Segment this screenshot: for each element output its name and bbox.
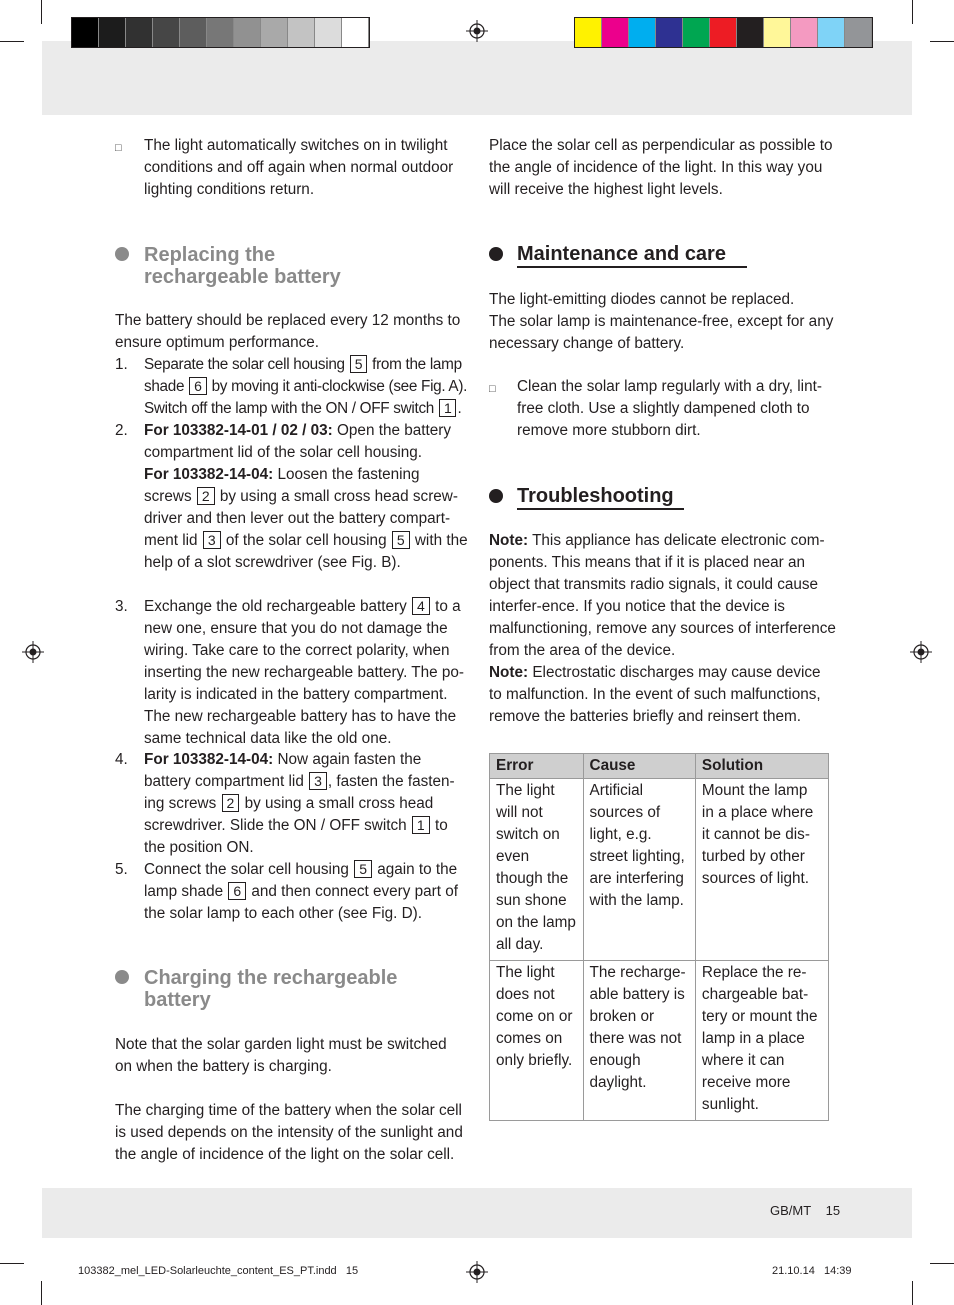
calibration-swatch [99,18,126,47]
page-label: GB/MT 15 [770,1203,841,1218]
crop-mark [41,0,42,24]
step-3: Exchange the old rechargeable battery 4 to a new one, ensure that you do not damage the wiring. Take care to the correct polarity, when inserting the new rechargeable battery. The po-larity is indicated in the battery compartment. The new rechargeable battery has to have the same technical data like the old one. [144,598,465,747]
calibration-swatch [764,18,791,47]
part-label: 2 [222,794,240,812]
part-label: 3 [309,772,327,790]
part-label: 5 [392,531,410,549]
registration-mark-icon [466,1261,488,1283]
color-calibration-bar [574,17,873,48]
heading-underline [517,266,747,268]
step-4: For 103382-14-04: Now again fasten the battery compartment lid 3 , fasten the fasten-ing screws 2 by using a small cross head screwdriver. Slide the ON / OFF switch 1 to the position ON. [144,751,455,856]
step-number: 5. [115,861,128,878]
calibration-swatch [737,18,764,47]
file-name: 103382_mel_LED-Solarleuchte_content_ES_PT.indd 15 [78,1265,359,1277]
table-cell: The recharge-able battery is broken or there was not enough daylight. [583,961,695,1121]
table-cell: The light does not come on or comes on only briefly. [490,961,584,1121]
replacement-steps [115,354,467,934]
calibration-swatch [153,18,180,47]
solar-cell-intro: Place the solar cell as perpendicular as possible to the angle of incidence of the light. In this way you will receive the highest light levels. [489,137,833,198]
table-header: Error [490,754,584,779]
registration-mark-icon [910,641,932,663]
heading-replacing-battery: Replacing the rechargeable battery [144,244,341,288]
part-label: 1 [439,399,457,417]
timestamp: 21.10.14 14:39 [772,1265,852,1277]
part-label: 3 [203,531,221,549]
calibration-swatch [791,18,818,47]
troubleshooting-table [489,753,829,1121]
table-header: Solution [695,754,828,779]
table-header: Cause [583,754,695,779]
part-label: 2 [197,487,215,505]
crop-mark [912,0,913,24]
table-row [490,779,829,961]
calibration-swatch [575,18,602,47]
crop-mark [41,1281,42,1305]
maintenance-bullet: □ Clean the solar lamp regularly with a dry, lint-free cloth. Use a slightly dampened cloth to remove more stubborn dirt. [489,378,822,439]
table-row [490,961,829,1121]
part-label: 1 [412,816,430,834]
calibration-swatch [72,18,99,47]
part-label: 5 [350,355,368,373]
step-number: 2. [115,422,128,439]
calibration-swatch [126,18,153,47]
calibration-swatch [602,18,629,47]
page-number: 15 [825,1203,841,1218]
bullet-text: The light automatically switches on in twilight conditions and off again when normal outdoor lighting conditions return. [144,137,454,198]
step-5: Connect the solar cell housing 5 again to the lamp shade 6 and then connect every part of the solar lamp to each other (see Fig. D). [144,861,459,922]
calibration-swatch [207,18,234,47]
heading-underline [517,508,684,510]
calibration-swatch [629,18,656,47]
grey-calibration-bar [71,17,370,48]
table-cell: Mount the lamp in a place where it cannot be dis-turbed by other sources of light. [695,779,828,961]
charging-paragraph-1: Note that the solar garden light must be switched on when the battery is charging. [115,1036,447,1075]
calibration-swatch [180,18,207,47]
calibration-swatch [315,18,342,47]
table-cell: The light will not switch on even though the sun shone on the lamp all day. [490,779,584,961]
crop-mark [930,41,954,42]
bullet-dot-icon [115,970,129,984]
heading-charging-battery: Charging the rechargeable battery [144,967,398,1011]
twilight-bullet [115,135,467,201]
crop-mark [0,1263,24,1264]
calibration-swatch [656,18,683,47]
calibration-swatch [261,18,288,47]
charging-paragraph-2: The charging time of the battery when the solar cell is used depends on the intensity of the sunlight and the angle of incidence of the light on the solar cell. [115,1102,463,1163]
replace-intro: The battery should be replaced every 12 months to ensure optimum performance. [115,312,461,351]
crop-mark [912,1281,913,1305]
calibration-swatch [683,18,710,47]
square-bullet-icon: □ [115,142,122,154]
calibration-swatch [342,18,369,47]
bullet-dot-icon [489,489,503,503]
step-1: Separate the solar cell housing 5 from the lamp shade 6 by moving it anti-clockwise (see Fig. A). Switch off the lamp with the ON / OFF switch 1 . [144,356,468,417]
part-label: 6 [228,882,246,900]
step-number: 4. [115,751,128,768]
crop-mark [930,1263,954,1264]
header-band [42,41,912,115]
step-number: 3. [115,598,128,615]
square-bullet-icon: □ [489,383,496,395]
maintenance-text: The light-emitting diodes cannot be replaced. The solar lamp is maintenance-free, except for any necessary change of battery. [489,291,834,352]
troubleshooting-notes: Note: This appliance has delicate electronic com-ponents. This means that if it is placed near an object that transmits radio signals, it could cause interfer-ence. If you notice that the device is malfunctioning, remove any sources of interference from the area of the device. Note: Electrostatic discharges may cause device to malfunction. In the event of such malfunctions, remove the batteries briefly and reinsert them. [489,532,836,725]
heading-maintenance: Maintenance and care [517,243,726,265]
part-label: 4 [412,597,430,615]
bullet-dot-icon [489,247,503,261]
step-2: For 103382-14-01 / 02 / 03: Open the battery compartment lid of the solar cell housing. For 103382-14-04: Loosen the fastening screws 2 by using a small cross head screw-driver and then lever out the battery compart-ment lid 3 of the solar cell housing 5 with the help of a slot screwdriver (see Fig. B). [144,422,468,571]
table-cell: Artificial sources of light, e.g. street lighting, are interfering with the lamp. [583,779,695,961]
heading-troubleshooting: Troubleshooting [517,485,674,507]
calibration-swatch [234,18,261,47]
registration-mark-icon [22,641,44,663]
part-label: 6 [189,377,207,395]
bullet-dot-icon [115,247,129,261]
part-label: 5 [354,860,372,878]
table-cell: Replace the re-chargeable bat-tery or mount the lamp in a place where it can receive more sunlight. [695,961,828,1121]
calibration-swatch [288,18,315,47]
step-number: 1. [115,356,128,373]
calibration-swatch [845,18,872,47]
calibration-swatch [710,18,737,47]
registration-mark-icon [466,20,488,42]
crop-mark [0,41,24,42]
calibration-swatch [818,18,845,47]
